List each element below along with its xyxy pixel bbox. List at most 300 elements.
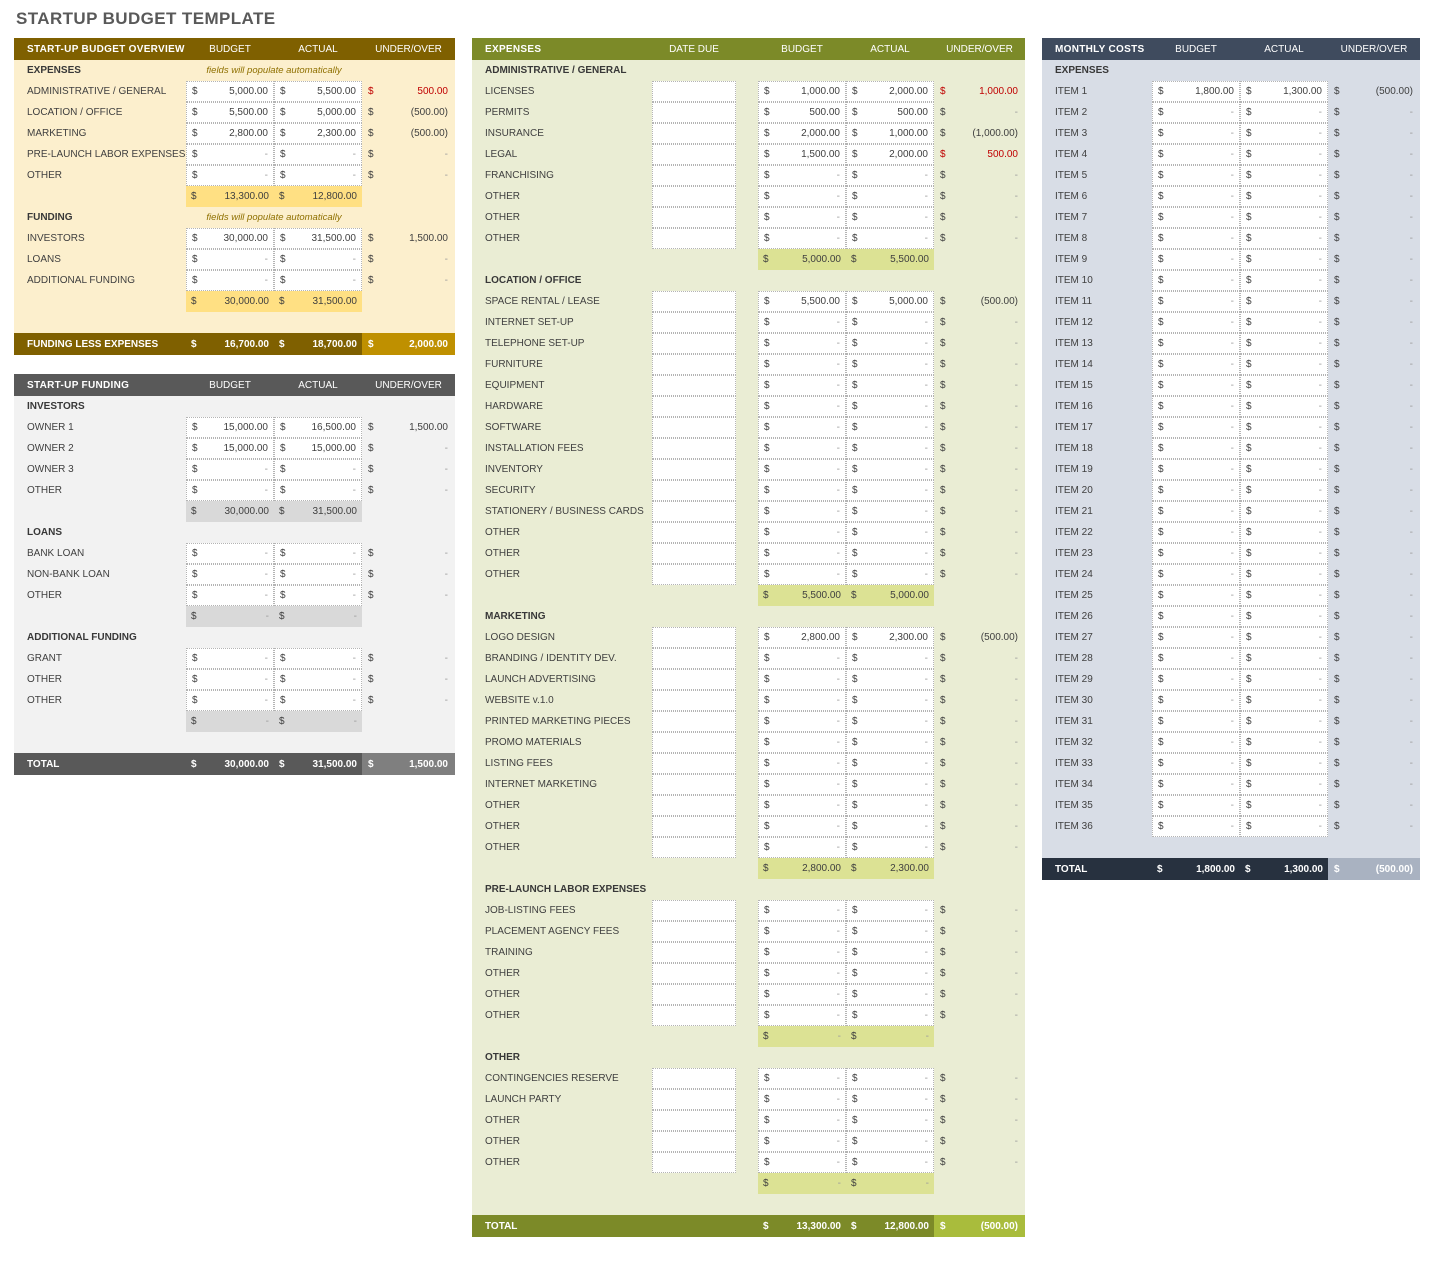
date-due-cell[interactable]	[652, 459, 736, 480]
budget-cell[interactable]	[758, 942, 846, 963]
actual-cell[interactable]	[1240, 123, 1328, 144]
actual-cell[interactable]	[1240, 627, 1328, 648]
cell-value: -	[1230, 758, 1234, 769]
date-due-cell[interactable]	[652, 1005, 736, 1026]
date-due-cell[interactable]	[652, 228, 736, 249]
actual-cell[interactable]	[846, 921, 934, 942]
budget-cell[interactable]	[1152, 81, 1240, 102]
actual-cell[interactable]	[274, 669, 362, 690]
budget-cell[interactable]	[758, 900, 846, 921]
date-due-cell[interactable]	[652, 837, 736, 858]
actual-cell[interactable]	[846, 81, 934, 102]
actual-cell[interactable]	[846, 774, 934, 795]
budget-cell[interactable]	[186, 585, 274, 606]
actual-cell[interactable]	[1240, 186, 1328, 207]
actual-cell[interactable]	[274, 480, 362, 501]
actual-cell[interactable]	[274, 102, 362, 123]
under-over-cell	[934, 968, 1025, 979]
actual-cell[interactable]	[1240, 522, 1328, 543]
dollar-sign: $	[852, 737, 858, 748]
dollar-sign: $	[1158, 485, 1164, 496]
row-label: ITEM 5	[1055, 170, 1088, 181]
budget-cell[interactable]	[758, 921, 846, 942]
budget-cell[interactable]	[186, 417, 274, 438]
budget-cell[interactable]	[758, 501, 846, 522]
row-label: OTHER	[485, 1115, 520, 1126]
cell-value: -	[1014, 1094, 1018, 1105]
date-due-cell[interactable]	[652, 522, 736, 543]
actual-cell[interactable]	[1240, 732, 1328, 753]
date-due-cell[interactable]	[652, 669, 736, 690]
budget-cell[interactable]	[1152, 333, 1240, 354]
subtotal-row	[472, 858, 1025, 879]
budget-cell[interactable]	[186, 564, 274, 585]
actual-cell[interactable]	[846, 963, 934, 984]
actual-cell[interactable]	[846, 837, 934, 858]
budget-cell[interactable]	[758, 438, 846, 459]
cell-value: 5,500.00	[802, 590, 841, 601]
actual-cell[interactable]	[846, 984, 934, 1005]
cell-value: -	[836, 401, 840, 412]
dollar-sign: $	[1158, 443, 1164, 454]
budget-cell[interactable]	[1152, 249, 1240, 270]
actual-cell[interactable]	[1240, 396, 1328, 417]
date-due-cell[interactable]	[652, 480, 736, 501]
budget-cell[interactable]	[758, 1005, 846, 1026]
actual-cell[interactable]	[1240, 144, 1328, 165]
budget-cell[interactable]	[1152, 270, 1240, 291]
budget-cell[interactable]	[758, 144, 846, 165]
actual-cell[interactable]	[846, 501, 934, 522]
date-due-cell[interactable]	[652, 291, 736, 312]
budget-cell[interactable]	[1152, 291, 1240, 312]
budget-cell[interactable]	[186, 102, 274, 123]
budget-cell[interactable]	[1152, 711, 1240, 732]
actual-cell[interactable]	[274, 438, 362, 459]
budget-cell[interactable]	[758, 1152, 846, 1173]
cell-value: -	[836, 422, 840, 433]
actual-cell[interactable]	[846, 375, 934, 396]
budget-cell[interactable]	[1152, 207, 1240, 228]
budget-cell[interactable]	[758, 480, 846, 501]
actual-cell[interactable]	[846, 123, 934, 144]
budget-cell[interactable]	[1152, 690, 1240, 711]
actual-cell[interactable]	[1240, 774, 1328, 795]
cell-value: -	[1318, 296, 1322, 307]
cell-value: -	[924, 338, 928, 349]
budget-cell[interactable]	[758, 1089, 846, 1110]
date-due-cell[interactable]	[652, 627, 736, 648]
actual-cell[interactable]	[846, 417, 934, 438]
actual-cell[interactable]	[1240, 648, 1328, 669]
date-due-cell[interactable]	[652, 921, 736, 942]
actual-cell[interactable]	[1240, 438, 1328, 459]
date-due-cell[interactable]	[652, 375, 736, 396]
under-over-cell	[362, 107, 455, 118]
under-over-cell	[362, 548, 455, 559]
budget-cell[interactable]	[1152, 564, 1240, 585]
actual-cell[interactable]	[1240, 354, 1328, 375]
budget-cell[interactable]	[758, 711, 846, 732]
dollar-sign: $	[1246, 254, 1252, 265]
budget-cell[interactable]	[1152, 606, 1240, 627]
cell-value: 500.00	[897, 107, 928, 118]
date-due-cell[interactable]	[652, 942, 736, 963]
budget-cell[interactable]	[186, 690, 274, 711]
actual-cell[interactable]	[274, 417, 362, 438]
budget-cell[interactable]	[758, 837, 846, 858]
budget-cell[interactable]	[186, 480, 274, 501]
date-due-cell[interactable]	[652, 1131, 736, 1152]
budget-cell[interactable]	[758, 690, 846, 711]
cell-value: -	[1014, 506, 1018, 517]
actual-cell[interactable]	[846, 144, 934, 165]
actual-cell[interactable]	[274, 249, 362, 270]
section-label: INVESTORS	[27, 401, 85, 412]
date-due-cell[interactable]	[652, 186, 736, 207]
budget-cell[interactable]	[758, 522, 846, 543]
budget-cell[interactable]	[758, 102, 846, 123]
budget-cell[interactable]	[758, 732, 846, 753]
row-label: OTHER	[485, 1157, 520, 1168]
subtotal-row	[14, 501, 455, 522]
budget-cell[interactable]	[758, 543, 846, 564]
under-over-cell	[362, 590, 455, 601]
actual-cell[interactable]	[846, 396, 934, 417]
column-header-budget: BUDGET	[1175, 43, 1217, 55]
actual-cell[interactable]	[846, 900, 934, 921]
actual-cell[interactable]	[846, 627, 934, 648]
row-label: ITEM 6	[1055, 191, 1088, 202]
actual-cell[interactable]	[274, 228, 362, 249]
dollar-sign: $	[940, 191, 946, 202]
date-due-cell[interactable]	[652, 501, 736, 522]
budget-cell[interactable]	[758, 81, 846, 102]
actual-cell[interactable]	[1240, 249, 1328, 270]
actual-cell[interactable]	[846, 669, 934, 690]
dollar-sign: $	[1334, 527, 1340, 538]
actual-cell[interactable]	[274, 144, 362, 165]
actual-cell[interactable]	[846, 1089, 934, 1110]
actual-cell[interactable]	[1240, 312, 1328, 333]
table-row	[14, 690, 455, 711]
actual-cell[interactable]	[274, 585, 362, 606]
actual-cell[interactable]	[1240, 270, 1328, 291]
actual-cell[interactable]	[1240, 606, 1328, 627]
date-due-cell[interactable]	[652, 753, 736, 774]
actual-cell[interactable]	[1240, 690, 1328, 711]
row-label: STATIONERY / BUSINESS CARDS	[485, 506, 644, 517]
budget-cell[interactable]	[1152, 165, 1240, 186]
budget-cell[interactable]	[1152, 648, 1240, 669]
dollar-sign: $	[280, 695, 286, 706]
actual-cell[interactable]	[274, 459, 362, 480]
actual-cell[interactable]	[1240, 81, 1328, 102]
date-due-cell[interactable]	[652, 984, 736, 1005]
date-due-cell[interactable]	[652, 1068, 736, 1089]
actual-cell[interactable]	[274, 270, 362, 291]
actual-cell[interactable]	[846, 459, 934, 480]
budget-cell[interactable]	[1152, 438, 1240, 459]
actual-cell[interactable]	[846, 480, 934, 501]
budget-cell[interactable]	[758, 1131, 846, 1152]
budget-cell[interactable]	[186, 144, 274, 165]
actual-cell[interactable]	[1240, 480, 1328, 501]
budget-cell[interactable]	[186, 123, 274, 144]
actual-cell[interactable]	[846, 207, 934, 228]
actual-cell[interactable]	[846, 942, 934, 963]
budget-cell[interactable]	[758, 774, 846, 795]
dollar-sign: $	[764, 191, 770, 202]
date-due-cell[interactable]	[652, 816, 736, 837]
budget-cell[interactable]	[186, 459, 274, 480]
date-due-cell[interactable]	[652, 165, 736, 186]
date-due-cell[interactable]	[652, 102, 736, 123]
date-due-cell[interactable]	[652, 81, 736, 102]
budget-cell[interactable]	[1152, 669, 1240, 690]
actual-cell[interactable]	[846, 165, 934, 186]
date-due-cell[interactable]	[652, 207, 736, 228]
budget-cell[interactable]	[1152, 627, 1240, 648]
budget-cell[interactable]	[758, 1110, 846, 1131]
actual-cell[interactable]	[274, 690, 362, 711]
budget-cell[interactable]	[758, 564, 846, 585]
budget-cell[interactable]	[758, 417, 846, 438]
budget-cell[interactable]	[758, 186, 846, 207]
dollar-sign: $	[1246, 632, 1252, 643]
actual-cell[interactable]	[846, 1110, 934, 1131]
actual-cell[interactable]	[274, 564, 362, 585]
budget-cell[interactable]	[758, 795, 846, 816]
under-over-cell	[362, 170, 455, 181]
actual-cell[interactable]	[274, 123, 362, 144]
actual-cell[interactable]	[274, 543, 362, 564]
budget-cell[interactable]	[1152, 417, 1240, 438]
actual-cell[interactable]	[846, 711, 934, 732]
actual-cell[interactable]	[846, 1131, 934, 1152]
dollar-sign: $	[852, 527, 858, 538]
actual-cell[interactable]	[1240, 417, 1328, 438]
column-header-actual: ACTUAL	[870, 43, 910, 55]
budget-cell[interactable]	[758, 963, 846, 984]
budget-cell[interactable]	[758, 291, 846, 312]
actual-cell[interactable]	[846, 690, 934, 711]
actual-cell[interactable]	[1240, 753, 1328, 774]
date-due-cell[interactable]	[652, 1110, 736, 1131]
actual-cell[interactable]	[846, 648, 934, 669]
budget-cell[interactable]	[1152, 774, 1240, 795]
actual-cell[interactable]	[1240, 543, 1328, 564]
budget-cell[interactable]	[758, 312, 846, 333]
budget-cell[interactable]	[1152, 501, 1240, 522]
date-due-cell[interactable]	[652, 1152, 736, 1173]
cell-value: -	[924, 569, 928, 580]
actual-cell[interactable]	[846, 1152, 934, 1173]
budget-cell[interactable]	[1152, 522, 1240, 543]
actual-cell[interactable]	[846, 816, 934, 837]
date-due-cell[interactable]	[652, 900, 736, 921]
cell-value: -	[1014, 212, 1018, 223]
date-due-cell[interactable]	[652, 732, 736, 753]
actual-cell[interactable]	[274, 648, 362, 669]
budget-cell[interactable]	[186, 81, 274, 102]
actual-cell[interactable]	[274, 81, 362, 102]
budget-cell[interactable]	[1152, 228, 1240, 249]
date-due-cell[interactable]	[652, 438, 736, 459]
cell-value: -	[352, 590, 356, 601]
actual-cell[interactable]	[846, 732, 934, 753]
actual-cell[interactable]	[1240, 795, 1328, 816]
date-due-cell[interactable]	[652, 795, 736, 816]
date-due-cell[interactable]	[652, 123, 736, 144]
actual-cell[interactable]	[846, 522, 934, 543]
actual-cell[interactable]	[1240, 291, 1328, 312]
actual-cell[interactable]	[1240, 333, 1328, 354]
budget-cell[interactable]	[1152, 816, 1240, 837]
cell-value: -	[1318, 674, 1322, 685]
budget-cell[interactable]	[758, 753, 846, 774]
dollar-sign: $	[763, 254, 769, 265]
budget-cell[interactable]	[758, 333, 846, 354]
cell-value: -	[1409, 737, 1413, 748]
actual-cell[interactable]	[846, 333, 934, 354]
budget-cell[interactable]	[186, 270, 274, 291]
actual-cell[interactable]	[1240, 669, 1328, 690]
date-due-cell[interactable]	[652, 711, 736, 732]
budget-cell[interactable]	[758, 165, 846, 186]
budget-cell[interactable]	[758, 459, 846, 480]
budget-cell[interactable]	[1152, 354, 1240, 375]
budget-cell[interactable]	[1152, 123, 1240, 144]
actual-cell[interactable]	[1240, 459, 1328, 480]
budget-cell[interactable]	[758, 627, 846, 648]
budget-cell[interactable]	[1152, 585, 1240, 606]
date-due-cell[interactable]	[652, 543, 736, 564]
actual-cell[interactable]	[1240, 165, 1328, 186]
budget-cell[interactable]	[186, 165, 274, 186]
budget-cell[interactable]	[1152, 795, 1240, 816]
dollar-sign: $	[940, 380, 946, 391]
actual-cell[interactable]	[846, 186, 934, 207]
cell-value: -	[1318, 632, 1322, 643]
budget-cell[interactable]	[186, 438, 274, 459]
actual-cell[interactable]	[1240, 585, 1328, 606]
budget-cell[interactable]	[186, 669, 274, 690]
actual-cell[interactable]	[1240, 207, 1328, 228]
date-due-cell[interactable]	[652, 963, 736, 984]
cell-value: -	[1230, 527, 1234, 538]
budget-cell[interactable]	[1152, 186, 1240, 207]
date-due-cell[interactable]	[652, 354, 736, 375]
actual-cell[interactable]	[846, 438, 934, 459]
date-due-cell[interactable]	[652, 564, 736, 585]
budget-cell[interactable]	[1152, 375, 1240, 396]
actual-cell[interactable]	[1240, 228, 1328, 249]
date-due-cell[interactable]	[652, 417, 736, 438]
under-over-cell	[362, 333, 455, 355]
dollar-sign: $	[1334, 779, 1340, 790]
budget-cell[interactable]	[1152, 144, 1240, 165]
actual-cell[interactable]	[846, 312, 934, 333]
date-due-cell[interactable]	[652, 690, 736, 711]
actual-cell[interactable]	[846, 291, 934, 312]
budget-cell[interactable]	[758, 1068, 846, 1089]
under-over-cell	[934, 779, 1025, 790]
cell-value: -	[836, 800, 840, 811]
budget-cell[interactable]	[758, 648, 846, 669]
actual-cell[interactable]	[846, 354, 934, 375]
cell-value: 5,000.00	[890, 590, 929, 601]
row-label: ADMINISTRATIVE / GENERAL	[27, 86, 167, 97]
date-due-cell[interactable]	[652, 333, 736, 354]
date-due-cell[interactable]	[652, 144, 736, 165]
dollar-sign: $	[940, 485, 946, 496]
budget-cell[interactable]	[186, 648, 274, 669]
actual-cell[interactable]	[846, 1068, 934, 1089]
budget-cell[interactable]	[758, 984, 846, 1005]
budget-cell[interactable]	[1152, 732, 1240, 753]
actual-cell[interactable]	[274, 165, 362, 186]
actual-cell[interactable]	[1240, 501, 1328, 522]
actual-cell[interactable]	[846, 543, 934, 564]
actual-cell[interactable]	[1240, 564, 1328, 585]
date-due-cell[interactable]	[652, 396, 736, 417]
date-due-cell[interactable]	[652, 312, 736, 333]
budget-cell[interactable]	[186, 228, 274, 249]
budget-cell[interactable]	[186, 543, 274, 564]
budget-cell[interactable]	[758, 816, 846, 837]
actual-cell[interactable]	[846, 753, 934, 774]
actual-cell[interactable]	[846, 564, 934, 585]
actual-cell[interactable]	[846, 102, 934, 123]
budget-cell[interactable]	[758, 669, 846, 690]
actual-cell[interactable]	[1240, 102, 1328, 123]
date-due-cell[interactable]	[652, 1089, 736, 1110]
budget-cell[interactable]	[1152, 312, 1240, 333]
budget-cell[interactable]	[758, 207, 846, 228]
budget-cell[interactable]	[1152, 753, 1240, 774]
budget-cell[interactable]	[1152, 102, 1240, 123]
actual-cell[interactable]	[1240, 375, 1328, 396]
budget-cell[interactable]	[1152, 480, 1240, 501]
budget-cell[interactable]	[186, 249, 274, 270]
table-row	[1042, 270, 1420, 291]
actual-cell[interactable]	[846, 795, 934, 816]
actual-cell[interactable]	[1240, 816, 1328, 837]
actual-cell[interactable]	[846, 228, 934, 249]
budget-cell[interactable]	[1152, 459, 1240, 480]
actual-cell[interactable]	[1240, 711, 1328, 732]
budget-cell[interactable]	[758, 354, 846, 375]
dollar-sign: $	[1158, 86, 1164, 97]
budget-cell[interactable]	[758, 375, 846, 396]
actual-cell[interactable]	[846, 1005, 934, 1026]
budget-cell[interactable]	[758, 123, 846, 144]
subtotal-actual-cell	[846, 1173, 934, 1194]
budget-cell[interactable]	[1152, 396, 1240, 417]
cell-value: (500.00)	[980, 1220, 1018, 1232]
cell-value: -	[836, 527, 840, 538]
table-row	[1042, 795, 1420, 816]
budget-cell[interactable]	[758, 228, 846, 249]
date-due-cell[interactable]	[652, 774, 736, 795]
budget-cell[interactable]	[1152, 543, 1240, 564]
row-label: GRANT	[27, 653, 62, 664]
dollar-sign: $	[1334, 821, 1340, 832]
date-due-cell[interactable]	[652, 648, 736, 669]
budget-cell[interactable]	[758, 396, 846, 417]
table-body	[14, 396, 455, 775]
